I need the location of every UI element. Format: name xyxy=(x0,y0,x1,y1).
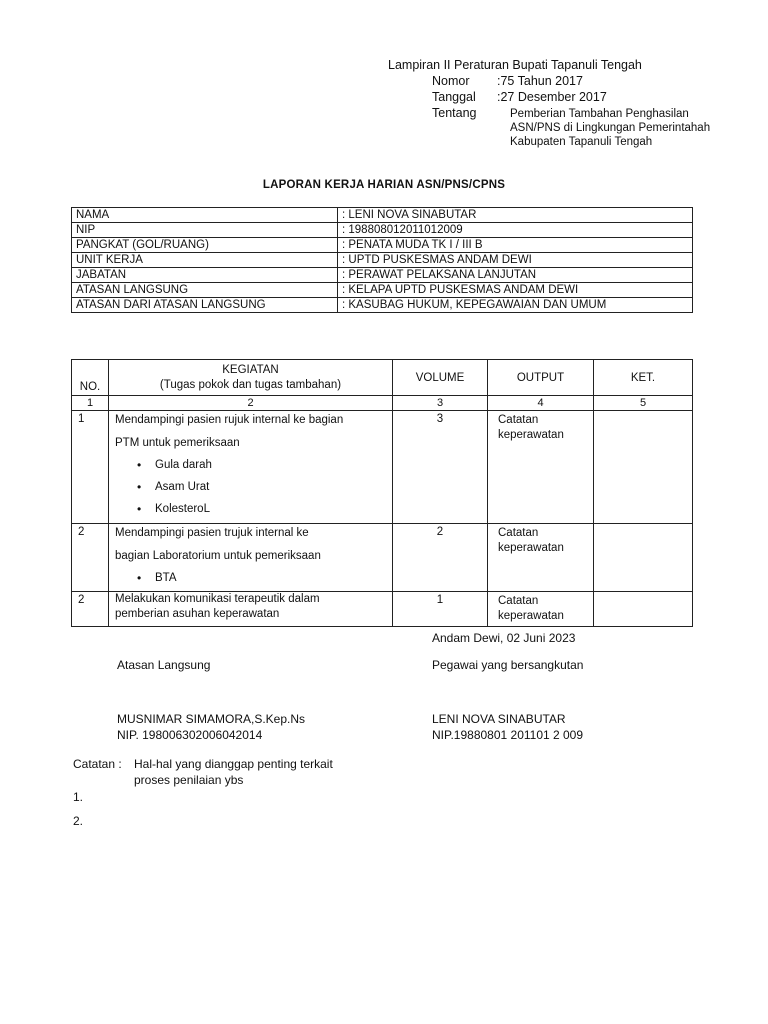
left-signer-role: Atasan Langsung xyxy=(117,658,211,672)
info-label: ATASAN DARI ATASAN LANGSUNG xyxy=(72,298,338,313)
info-label: ATASAN LANGSUNG xyxy=(72,283,338,298)
table-row xyxy=(72,592,693,627)
bullet-item: • Gula darah xyxy=(155,454,386,476)
tentang-text xyxy=(510,107,710,149)
row-ket xyxy=(594,524,693,592)
place-date: Andam Dewi, 02 Juni 2023 xyxy=(432,631,576,645)
kegiatan-line: PTM untuk pemeriksaan xyxy=(115,437,240,449)
kegiatan-line: Mendampingi pasien rujuk internal ke bagian xyxy=(115,414,344,426)
tanggal-row xyxy=(388,89,642,105)
row-kegiatan xyxy=(109,524,393,592)
info-label: NAMA xyxy=(72,208,338,223)
report-title: LAPORAN KERJA HARIAN ASN/PNS/CPNS xyxy=(262,179,506,191)
info-row xyxy=(72,268,693,283)
activities-table xyxy=(71,359,693,627)
catatan-line: proses penilaian ybs xyxy=(134,773,244,787)
kegiatan-line: Mendampingi pasien trujuk internal ke xyxy=(115,527,309,539)
info-value: : LENI NOVA SINABUTAR xyxy=(338,208,693,223)
header-no: NO. xyxy=(72,360,109,396)
kegiatan-line: Melakukan komunikasi terapeutik dalam xyxy=(115,593,320,605)
tentang-line: Pemberian Tambahan Penghasilan xyxy=(510,108,689,120)
header-kegiatan xyxy=(109,360,393,396)
tentang-line: Kabupaten Tapanuli Tengah xyxy=(510,136,653,148)
info-label: NIP xyxy=(72,223,338,238)
bullet-list xyxy=(115,567,386,589)
left-signer-nip: NIP. 198006302006042014 xyxy=(117,728,263,742)
nomor-row xyxy=(388,73,642,89)
column-number: 2 xyxy=(109,396,393,411)
row-output xyxy=(488,592,594,627)
table-row xyxy=(72,524,693,592)
info-value: : PERAWAT PELAKSANA LANJUTAN xyxy=(338,268,693,283)
info-row xyxy=(72,223,693,238)
right-signer-nip: NIP.19880801 201101 2 009 xyxy=(432,728,584,742)
row-ket xyxy=(594,411,693,524)
tanggal-label: Tanggal xyxy=(432,90,476,104)
output-line: keperawatan xyxy=(498,429,564,441)
info-label: PANGKAT (GOL/RUANG) xyxy=(72,238,338,253)
row-no: 2 xyxy=(72,592,109,627)
output-line: Catatan xyxy=(498,414,539,426)
bullet-list xyxy=(115,454,386,520)
table-row xyxy=(72,411,693,524)
tentang-label: Tentang xyxy=(432,106,477,120)
row-output xyxy=(488,524,594,592)
tentang-row xyxy=(388,105,711,148)
row-volume: 3 xyxy=(393,411,488,524)
info-row xyxy=(72,298,693,313)
header-ket: KET. xyxy=(594,360,693,396)
lampiran-heading: Lampiran II Peraturan Bupati Tapanuli Tengah xyxy=(388,58,642,72)
employee-info-table xyxy=(71,207,693,313)
kegiatan-line: pemberian asuhan keperawatan xyxy=(115,608,280,620)
header-output: OUTPUT xyxy=(488,360,594,396)
bullet-item: • Asam Urat xyxy=(155,476,386,498)
row-kegiatan xyxy=(109,592,393,627)
output-line: keperawatan xyxy=(498,610,564,622)
column-number: 5 xyxy=(594,396,693,411)
right-signer-role: Pegawai yang bersangkutan xyxy=(432,658,584,672)
info-row xyxy=(72,238,693,253)
info-row xyxy=(72,208,693,223)
info-row xyxy=(72,253,693,268)
table-header-row xyxy=(72,360,693,396)
bullet-item: • KolesteroL xyxy=(155,498,386,520)
output-line: Catatan xyxy=(498,595,539,607)
row-kegiatan xyxy=(109,411,393,524)
header-volume: VOLUME xyxy=(393,360,488,396)
row-volume: 2 xyxy=(393,524,488,592)
info-value: : 198808012011012009 xyxy=(338,223,693,238)
row-no: 1 xyxy=(72,411,109,524)
row-volume: 1 xyxy=(393,592,488,627)
nomor-label: Nomor xyxy=(432,74,470,88)
output-line: keperawatan xyxy=(498,542,564,554)
catatan-item: 2. xyxy=(73,814,84,828)
left-signer-name: MUSNIMAR SIMAMORA,S.Kep.Ns xyxy=(117,712,306,726)
info-value: : KELAPA UPTD PUSKESMAS ANDAM DEWI xyxy=(338,283,693,298)
column-number-row xyxy=(72,396,693,411)
kegiatan-line: bagian Laboratorium untuk pemeriksaan xyxy=(115,550,321,562)
info-value: : PENATA MUDA TK I / III B xyxy=(338,238,693,253)
output-line: Catatan xyxy=(498,527,539,539)
row-output xyxy=(488,411,594,524)
row-ket xyxy=(594,592,693,627)
info-label: UNIT KERJA xyxy=(72,253,338,268)
info-label: JABATAN xyxy=(72,268,338,283)
nomor-value: :75 Tahun 2017 xyxy=(497,74,583,88)
header-kegiatan-title: KEGIATAN xyxy=(222,363,279,376)
info-value: : KASUBAG HUKUM, KEPEGAWAIAN DAN UMUM xyxy=(338,298,693,313)
catatan-item: 1. xyxy=(73,790,84,804)
row-no: 2 xyxy=(72,524,109,592)
column-number: 1 xyxy=(72,396,109,411)
tanggal-value: :27 Desember 2017 xyxy=(497,90,607,104)
bullet-item: • BTA xyxy=(155,567,386,589)
header-kegiatan-subtitle: (Tugas pokok dan tugas tambahan) xyxy=(159,378,342,391)
info-row xyxy=(72,283,693,298)
right-signer-name: LENI NOVA SINABUTAR xyxy=(432,712,566,726)
catatan-line: Hal-hal yang dianggap penting terkait xyxy=(134,757,333,771)
tentang-line: ASN/PNS di Lingkungan Pemerintahah xyxy=(510,122,711,134)
column-number: 4 xyxy=(488,396,594,411)
lampiran-header xyxy=(388,57,711,148)
catatan-label: Catatan : xyxy=(73,757,122,771)
column-number: 3 xyxy=(393,396,488,411)
info-value: : UPTD PUSKESMAS ANDAM DEWI xyxy=(338,253,693,268)
